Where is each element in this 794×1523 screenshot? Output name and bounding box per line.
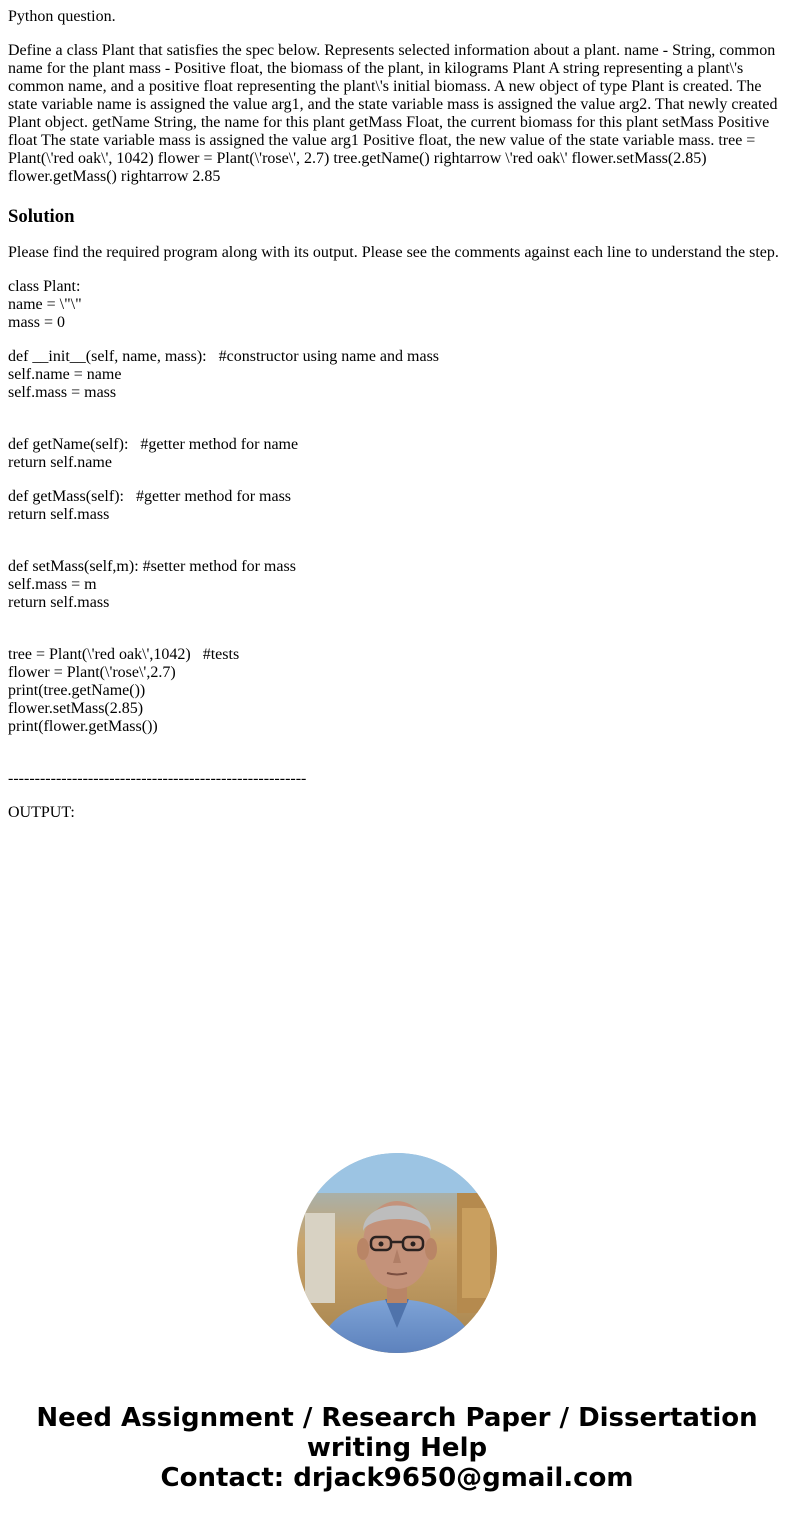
question-body: Define a class Plant that satisfies the spec below. Represents selected information about a plant. name - String, common name for the plant mass - Positive float, the biomass of the plant, in kilograms Plant A string representing a plant\'s common name, and a positive float representing the plant\'s initial biomass. A new object of type Plant is created. The state variable name is assigned the value arg1, and the state variable mass is assigned the value arg2. That newly created Plant object. getName String, the name for this plant getMass Float, the current biomass for this plant setMass Positive float The state variable mass is assigned the value arg1 Positive float, the new value of the state variable mass. tree = Plant(\'red oak\', 1042) flower = Plant(\'rose\', 2.7) tree.getName() rightarrow \'red oak\' flower.setMass(2.85) flower.getMass() rightarrow 2.85 xyxy=(8,42,778,185)
code-line: return self.mass xyxy=(8,506,110,523)
promo-contact: Contact: drjack9650@gmail.com xyxy=(160,1463,634,1493)
code-line: flower = Plant(\'rose\',2.7) xyxy=(8,664,176,681)
code-block xyxy=(8,770,786,788)
page-content xyxy=(8,8,786,838)
code-line: class Plant: xyxy=(8,278,81,295)
output-label: OUTPUT: xyxy=(8,804,75,821)
code-line: self.mass = m xyxy=(8,576,97,593)
code-line xyxy=(8,736,786,754)
code-line: self.name = name xyxy=(8,366,122,383)
code-block xyxy=(8,278,786,332)
code-line: def setMass(self,m): #setter method for mass xyxy=(8,558,296,575)
person-photo-icon xyxy=(297,1153,497,1353)
code-block xyxy=(8,436,786,472)
code-line: return self.mass xyxy=(8,594,110,611)
code-listing xyxy=(8,278,786,788)
code-line: self.mass = mass xyxy=(8,384,117,401)
code-line: name = \"\" xyxy=(8,296,82,313)
code-block xyxy=(8,558,786,630)
promo-line: writing Help xyxy=(306,1433,488,1463)
code-line: def getMass(self): #getter method for mass xyxy=(8,488,292,505)
code-line: mass = 0 xyxy=(8,314,66,331)
code-line: flower.setMass(2.85) xyxy=(8,700,144,717)
promo-line: Need Assignment / Research Paper / Dissertation xyxy=(36,1403,758,1433)
code-line xyxy=(8,612,786,630)
code-line xyxy=(8,402,786,420)
solution-heading: Solution xyxy=(8,206,75,227)
promo-banner xyxy=(0,1403,794,1493)
code-line: print(tree.getName()) xyxy=(8,682,146,699)
question-title: Python question. xyxy=(8,8,116,25)
code-line: print(flower.getMass()) xyxy=(8,718,158,735)
code-line: tree = Plant(\'red oak\',1042) #tests xyxy=(8,646,240,663)
code-block xyxy=(8,348,786,420)
code-line: def getName(self): #getter method for name xyxy=(8,436,299,453)
code-line: def __init__(self, name, mass): #constructor using name and mass xyxy=(8,348,440,365)
code-line: return self.name xyxy=(8,454,112,471)
solution-intro: Please find the required program along with its output. Please see the comments against each line to understand the step. xyxy=(8,244,779,261)
code-line xyxy=(8,524,786,542)
code-block xyxy=(8,488,786,542)
code-separator: -------------------------------------------------------- xyxy=(8,770,307,787)
code-block xyxy=(8,646,786,754)
